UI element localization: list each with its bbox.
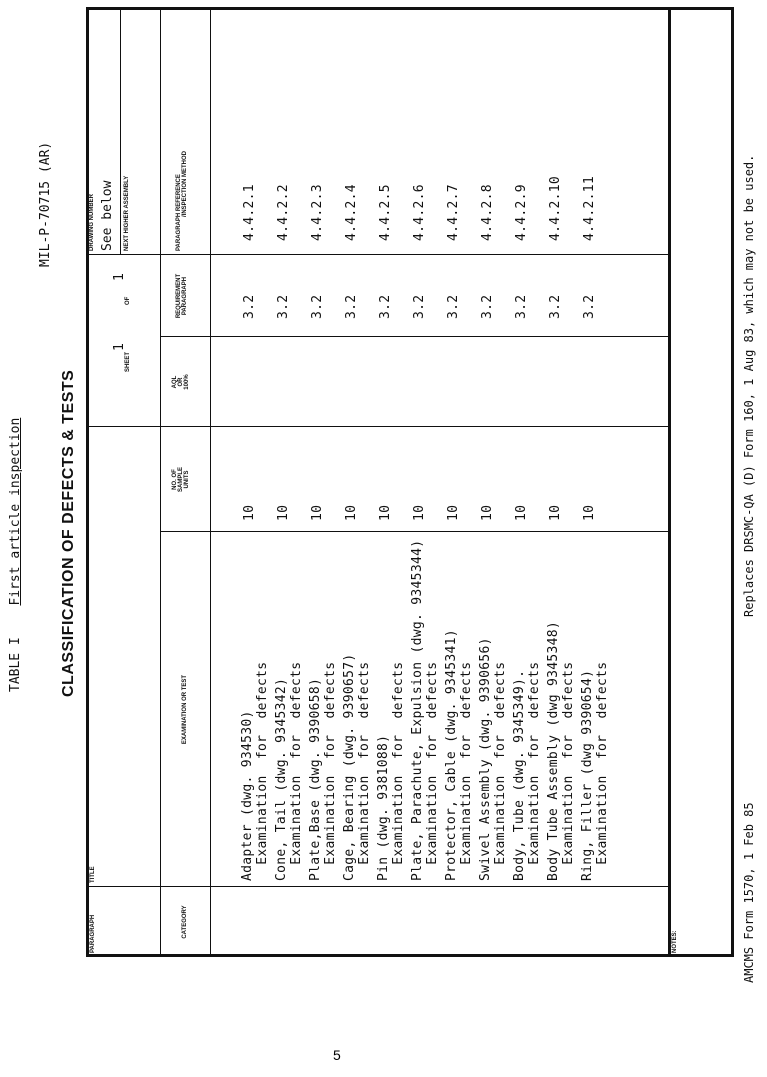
row-requirement: 3.2 (582, 294, 597, 319)
row-sample-units: 10 (446, 504, 461, 521)
table-row (342, 21, 376, 881)
row-examination: Examination for defects (595, 661, 610, 881)
sheet-number: 1 (112, 343, 127, 351)
row-title: Swivel Assembly (dwg. 9390656) (478, 637, 493, 881)
row-requirement: 3.2 (242, 294, 257, 319)
table-heading-prefix: TABLE I (8, 637, 23, 692)
row-requirement: 3.2 (344, 294, 359, 319)
row-examination: Examination for defects (493, 661, 508, 881)
row-examination: Examination for defects (391, 661, 406, 881)
row-title: Adapter (dwg. 934530) (240, 710, 255, 881)
table-row (546, 21, 580, 881)
row-reference: 4.4.2.11 (582, 175, 597, 241)
row-title: Cone, Tail (dwg. 9345342) (274, 677, 289, 881)
row-title: Plate, Parachute, Expulsion (dwg. 9345344) (410, 539, 425, 881)
next-higher-assembly-label: NEXT HIGHER ASSEMBLY (124, 175, 130, 251)
row-reference: 4.4.2.3 (310, 184, 325, 241)
col-category: CATEGORY (182, 905, 188, 939)
row-sample-units: 10 (412, 504, 427, 521)
row-sample-units: 10 (310, 504, 325, 521)
col-reference-line: PARAGRAPH REFERENCE (176, 174, 182, 251)
row-reference: 4.4.2.4 (344, 184, 359, 241)
col-reference (176, 151, 188, 251)
table-heading-title: First article inspection (8, 417, 23, 606)
table-row (274, 21, 308, 881)
row-requirement: 3.2 (378, 294, 393, 319)
notes-divider (668, 7, 671, 957)
col-examination: EXAMINATION OR TEST (182, 674, 188, 745)
table-row (478, 21, 512, 881)
row-title: Pin (dwg. 9381088) (376, 734, 391, 881)
row-examination: Examination for defects (289, 661, 304, 881)
row-examination: Examination for defects (561, 661, 576, 881)
row-sample-units: 10 (344, 504, 359, 521)
row-requirement: 3.2 (446, 294, 461, 319)
row-sample-units: 10 (582, 504, 597, 521)
table-row (376, 21, 410, 881)
rows-body (240, 21, 614, 881)
row-examination: Examination for defects (357, 661, 372, 881)
page-number: 5 (333, 1047, 341, 1063)
header-divider (160, 7, 161, 957)
col-sample-units-line: SAMPLE (178, 467, 184, 493)
col-aql-line: 100% (184, 374, 190, 390)
para-title-divider (86, 886, 160, 887)
col-requirement-line: PARAGRAPH (182, 276, 188, 316)
col-aql (172, 341, 190, 423)
row-requirement: 3.2 (480, 294, 495, 319)
col-requirement-line: REQUIREMENT (176, 273, 182, 319)
sheet-divider-right (86, 254, 160, 255)
col-category-divider (160, 886, 668, 887)
row-requirement: 3.2 (548, 294, 563, 319)
col-sample-units (172, 431, 190, 528)
of-label: OF (125, 296, 131, 305)
row-title: Ring, Filler (dwg 9390654) (580, 669, 595, 881)
sheet-label: SHEET (125, 351, 131, 372)
table-row (308, 21, 342, 881)
row-title: Plate,Base (dwg. 9390658) (308, 677, 323, 881)
table-row (444, 21, 478, 881)
drawing-number-label: DRAWING NUMBER (89, 194, 95, 251)
row-examination: Examination for defects (527, 661, 542, 881)
col-aql-line: AQL (172, 375, 178, 389)
row-sample-units: 10 (514, 504, 529, 521)
table-row (512, 21, 546, 881)
row-sample-units: 10 (276, 504, 291, 521)
col-aql-line: OR (178, 377, 184, 387)
sheet-divider-left (86, 426, 160, 427)
row-sample-units: 10 (242, 504, 257, 521)
row-title: Cage, Bearing (dwg. 9390657) (342, 653, 357, 881)
row-title: Body, Tube (dwg. 9345349). (512, 669, 527, 881)
row-reference: 4.4.2.1 (242, 184, 257, 241)
row-requirement: 3.2 (276, 294, 291, 319)
row-reference: 4.4.2.5 (378, 184, 393, 241)
row-sample-units: 10 (548, 504, 563, 521)
row-sample-units: 10 (480, 504, 495, 521)
row-reference: 4.4.2.10 (548, 175, 563, 241)
col-sample-units-line: NO. OF (172, 469, 178, 490)
row-reference: 4.4.2.8 (480, 184, 495, 241)
column-header-divider (210, 7, 211, 957)
row-reference: 4.4.2.9 (514, 184, 529, 241)
col-requirement (176, 259, 188, 333)
notes-label: NOTES: (672, 930, 678, 953)
row-sample-units: 10 (378, 504, 393, 521)
row-examination: Examination for defects (323, 661, 338, 881)
row-reference: 4.4.2.7 (446, 184, 461, 241)
row-title: Body Tube Assembly (dwg 9345348) (546, 620, 561, 881)
drawing-number-value: See below (100, 180, 115, 251)
row-requirement: 3.2 (412, 294, 427, 319)
row-title: Protector, Cable (dwg. 9345341) (444, 629, 459, 881)
row-requirement: 3.2 (310, 294, 325, 319)
sheet-total: 1 (112, 273, 127, 281)
rows-container (240, 21, 614, 881)
table-row (240, 21, 274, 881)
row-examination: Examination for defects (255, 661, 270, 881)
spec-number: MIL-P-70715 (AR) (38, 141, 53, 267)
row-reference: 4.4.2.6 (412, 184, 427, 241)
col-reference-line: /INSPECTION METHOD (182, 150, 188, 217)
table-heading (8, 418, 23, 692)
replaces-note: Replaces DRSMC-QA (D) Form 160, 1 Aug 83, which may not be used. (742, 154, 756, 617)
row-reference: 4.4.2.2 (276, 184, 291, 241)
table-row (580, 21, 614, 881)
table-row (410, 21, 444, 881)
form-id: AMCMS Form 1570, 1 Feb 85 (742, 802, 756, 983)
row-examination: Examination for defects (425, 661, 440, 881)
col-sample-units-line: UNITS (184, 470, 190, 489)
row-examination: Examination for defects (459, 661, 474, 881)
drawing-divider (120, 7, 121, 255)
paragraph-label: PARAGRAPH (90, 914, 96, 953)
form-title: CLASSIFICATION OF DEFECTS & TESTS (60, 369, 77, 697)
row-requirement: 3.2 (514, 294, 529, 319)
title-label: TITLE (90, 866, 96, 883)
